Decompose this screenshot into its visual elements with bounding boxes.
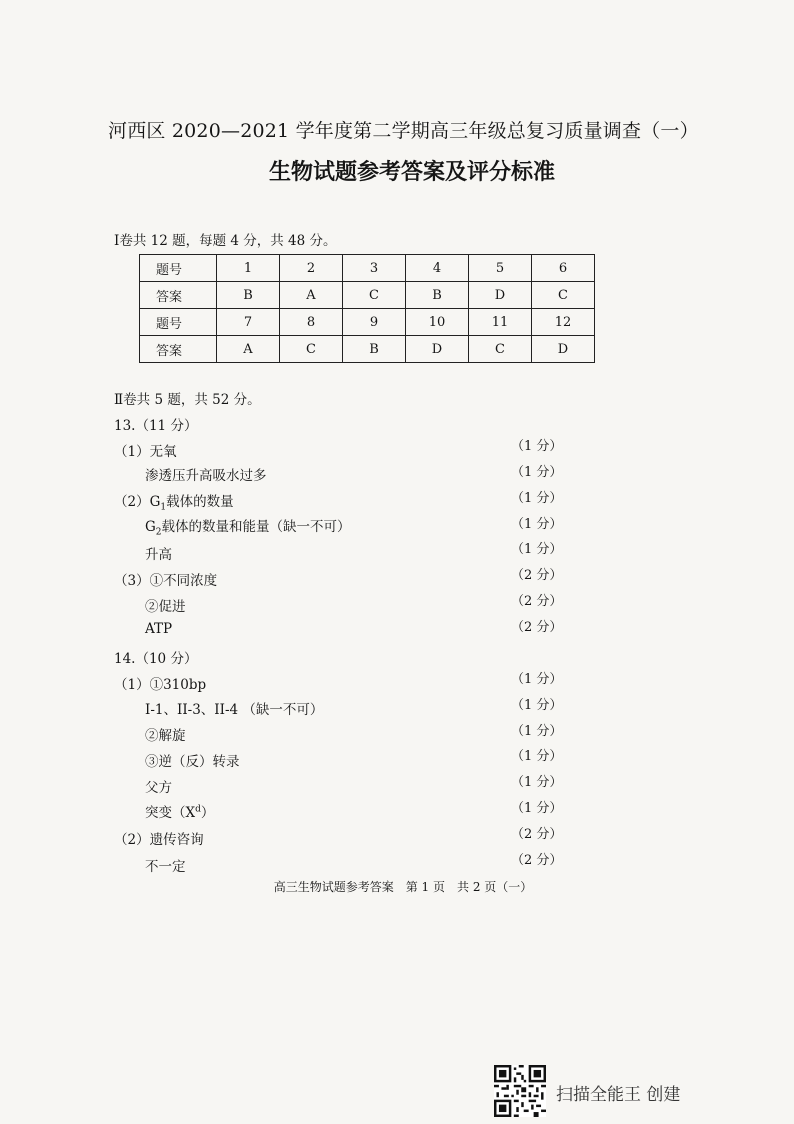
table-cell: B [217,282,280,309]
score-label: （1 分） [511,672,563,687]
answer-text: 载体的数量和能量（缺一不可） [161,519,351,535]
score-label: （1 分） [511,439,563,454]
subquestion-number: （1） [114,444,150,460]
table-cell: C [532,282,595,309]
table-answer-label: 答案 [140,336,217,363]
subscript: 1 [160,502,167,513]
answer-table [139,254,595,363]
score-label: （1 分） [511,517,563,532]
score-label: （2 分） [511,853,563,868]
answer-line [145,698,323,718]
answer-line [145,776,172,796]
answer-text: I-1、II-3、II-4 （缺一不可） [145,702,324,718]
score-label: （2 分） [511,827,563,842]
answer-text: G [145,519,156,535]
answer-text: ） [200,805,215,821]
score-label: （2 分） [511,594,563,609]
score-label: （1 分） [511,542,563,557]
score-label: （1 分） [511,491,563,506]
answer-line [145,543,172,563]
answer-line [145,621,172,637]
table-head-label: 题号 [140,309,217,336]
table-cell: 5 [469,255,532,282]
answer-text: G [149,494,161,510]
table-cell: C [343,282,406,309]
answer-line [145,515,351,538]
answer-line [145,464,267,484]
table-cell: A [217,336,280,363]
table-cell: 3 [343,255,406,282]
answer-text: 载体的数量 [166,494,234,510]
table-cell: B [406,282,469,309]
score-label: （1 分） [511,801,563,816]
answer-text: ②促进 [145,599,186,615]
answer-line [114,828,204,848]
answer-line [145,855,186,875]
superscript: d [195,804,201,815]
answer-line [145,750,240,770]
answer-line [145,724,186,744]
score-label: （2 分） [511,568,563,583]
table-cell: 4 [406,255,469,282]
subquestion-number: （3） [114,573,150,589]
answer-text: 不一定 [145,859,186,875]
table-row [140,336,595,363]
table-cell: 6 [532,255,595,282]
part2-intro: Ⅱ卷共 5 题，共 52 分。 [114,392,261,408]
question-14-header: 14.（10 分） [114,651,198,667]
answer-text: 遗传咨询 [149,832,204,848]
table-cell: C [469,336,532,363]
score-label: （1 分） [511,775,563,790]
answer-text: 突变（X [145,805,196,821]
answer-line [114,440,177,460]
answer-line [114,673,206,693]
score-label: （2 分） [511,620,563,635]
table-cell: 12 [532,309,595,336]
subquestion-number: （2） [114,494,150,510]
subscript: 2 [155,527,162,538]
score-label: （1 分） [511,749,563,764]
table-cell: C [280,336,343,363]
table-row [140,255,595,282]
answer-line [114,569,217,589]
table-row [140,309,595,336]
table-cell: 2 [280,255,343,282]
answer-text: ③逆（反）转录 [145,754,240,770]
table-answer-label: 答案 [140,282,217,309]
question-13-header: 13.（11 分） [114,418,198,434]
answer-text: 无氧 [149,444,177,460]
table-cell: 9 [343,309,406,336]
subquestion-number: （1） [114,677,150,693]
table-head-label: 题号 [140,255,217,282]
score-label: （1 分） [511,724,563,739]
page-footer: 高三生物试题参考答案 第 1 页 共 2 页（一） [273,880,533,894]
answer-line [145,801,214,821]
table-cell: 1 [217,255,280,282]
answer-text: ①不同浓度 [149,573,218,589]
table-cell: D [469,282,532,309]
table-cell: 7 [217,309,280,336]
answer-text: 父方 [145,780,172,796]
table-cell: 10 [406,309,469,336]
score-label: （1 分） [511,698,563,713]
answer-text: 升高 [145,547,172,563]
subquestion-number: （2） [114,832,150,848]
answer-text: ①310bp [149,677,207,693]
table-cell: B [343,336,406,363]
document-title: 生物试题参考答案及评分标准 [268,159,555,185]
table-row [140,282,595,309]
table-cell: A [280,282,343,309]
table-cell: D [406,336,469,363]
table-cell: 11 [469,309,532,336]
exam-title: 河西区 2020—2021 学年度第二学期高三年级总复习质量调查（一） [108,120,699,142]
answer-text: ②解旋 [145,728,186,744]
part1-intro: Ⅰ卷共 12 题，每题 4 分，共 48 分。 [114,233,337,249]
answer-line [145,595,186,615]
answer-text: 渗透压升高吸水过多 [145,468,267,484]
qr-code-icon [494,1065,546,1117]
scanner-watermark: 扫描全能王 创建 [556,1085,681,1105]
score-label: （1 分） [511,465,563,480]
table-cell: 8 [280,309,343,336]
table-cell: D [532,336,595,363]
answer-text: ATP [145,621,173,637]
answer-line [114,490,234,513]
